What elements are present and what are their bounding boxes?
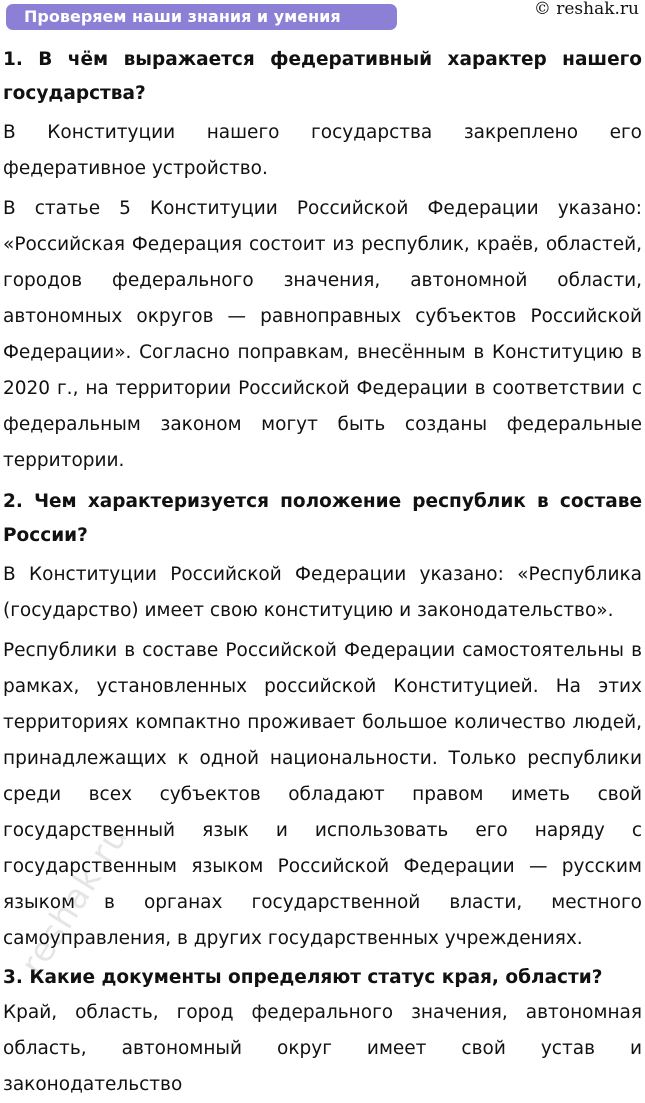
section-3 <box>0 961 645 1103</box>
question-3: 3. Какие документы определяют статус края, области? <box>3 967 603 988</box>
site-credit: © reshak.ru <box>533 0 639 19</box>
answer-1-paragraph-2: В статье 5 Конституции Российской Федерации указано: «Российская Федерация состоит из республик, краёв, областей, городов федерального значения, автономной области, автономных округов — равноправных субъектов Российской Федерации». Согласно поправкам, внесённым в Конституцию в 2020 г., на территории Российской Федерации в соответствии с федеральным законом могут быть созданы федеральные территории. <box>3 198 642 471</box>
answer-2-paragraph-1: В Конституции Российской Федерации указано: «Республика (государство) имеет свою конституцию и законодательство». <box>3 564 642 621</box>
watermark: reshak.ru <box>12 817 137 983</box>
section-banner: Проверяем наши знания и умения <box>6 4 397 30</box>
question-1: 1. В чём выражается федеративный характер нашего государства? <box>3 49 642 104</box>
document-body <box>0 43 645 1103</box>
answer-1-paragraph-1: В Конституции нашего государства закреплено его федеративное устройство. <box>3 122 642 179</box>
answer-2-paragraph-2: Республики в составе Российской Федерации самостоятельны в рамках, установленных российской Конституцией. На этих территориях компактно проживает большое количество людей, принадлежащих к одной национальности. Только республики среди всех субъектов обладают правом иметь свой государственный язык и использовать его наряду с государственным языком Российской Федерации — русским языком в органах государственной власти, местного самоуправления, в других государственных учреждениях. <box>3 640 642 949</box>
answer-3-paragraph-1: Край, область, город федерального значения, автономная область, автономный округ имеет свой устав и законодательство <box>3 1002 642 1095</box>
section-1 <box>0 43 645 479</box>
question-2: 2. Чем характеризуется положение республик в составе России? <box>3 491 642 546</box>
